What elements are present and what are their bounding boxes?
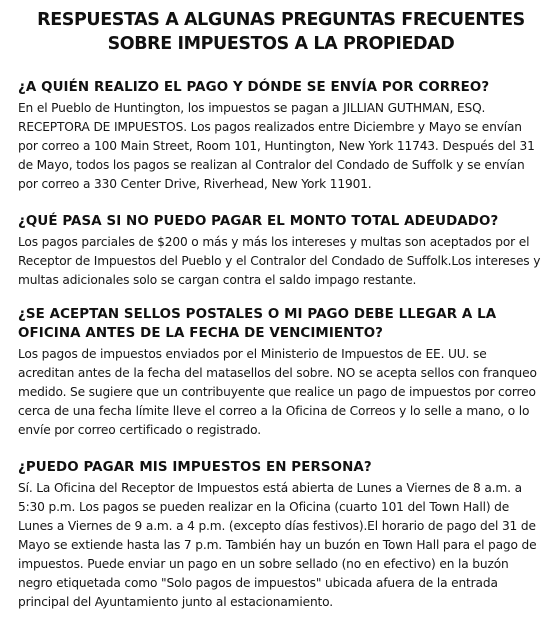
faq-item-pay-in-person: [18, 458, 544, 612]
faq-item-partial-payment: [18, 212, 544, 290]
faq-question: ¿SE ACEPTAN SELLOS POSTALES O MI PAGO DEBE LLEGAR A LA OFICINA ANTES DE LA FECHA DE VENCIMIENTO?: [18, 307, 497, 341]
faq-item-payment-recipient: [18, 78, 544, 194]
faq-answer: Los pagos de impuestos enviados por el Ministerio de Impuestos de EE. UU. se acreditan antes de la fecha del matasellos del sobre. NO se acepta sellos con franqueo medido. Se sugiere que un contribuyente que realice un pago de impuestos por correo cerca de una fecha límite lleve el correo a la Oficina de Correos y lo selle a mano, o lo envíe por correo certificado o registrado.: [18, 347, 537, 437]
faq-question: ¿A QUIÉN REALIZO EL PAGO Y DÓNDE SE ENVÍA POR CORREO?: [18, 80, 490, 95]
faq-answer: En el Pueblo de Huntington, los impuestos se pagan a JILLIAN GUTHMAN, ESQ. RECEPTORA DE IMPUESTOS. Los pagos realizados entre Diciembre y Mayo se envían por correo a 100 Main Street, Room 101, Huntington, New York 11743. Después del 31 de Mayo, todos los pagos se realizan al Contralor del Condado de Suffolk y se envían por correo a 330 Center Drive, Riverhead, New York 11901.: [18, 101, 535, 191]
document-title-line-2: SOBRE IMPUESTOS A LA PROPIEDAD: [107, 34, 455, 54]
faq-answer: Los pagos parciales de $200 o más y más los intereses y multas son aceptados por el Receptor de Impuestos del Pueblo y el Contralor del Condado de Suffolk.Los intereses y multas adicionales solo se cargan contra el saldo impago restante.: [18, 235, 541, 287]
faq-question: ¿QUÉ PASA SI NO PUEDO PAGAR EL MONTO TOTAL ADEUDADO?: [18, 214, 499, 229]
document-title: [18, 8, 544, 56]
faq-answer: Sí. La Oficina del Receptor de Impuestos está abierta de Lunes a Viernes de 8 a.m. a 5:30 p.m. Los pagos se pueden realizar en la Oficina (cuarto 101 del Town Hall) de Lunes a Viernes de 9 a.m. a 4 p.m. (excepto días festivos).El horario de pago del 31 de Mayo se extiende hasta las 7 p.m. También hay un buzón en Town Hall para el pago de impuestos. Puede enviar un pago en un sobre sellado (no en efectivo) en la buzón negro etiquetada como "Solo pagos de impuestos" ubicada afuera de la entrada principal del Ayuntamiento junto al estacionamiento.: [18, 481, 537, 609]
faq-question: ¿PUEDO PAGAR MIS IMPUESTOS EN PERSONA?: [18, 460, 372, 475]
faq-item-postmarks: [18, 305, 544, 440]
document-title-line-1: RESPUESTAS A ALGUNAS PREGUNTAS FRECUENTES: [37, 10, 525, 30]
